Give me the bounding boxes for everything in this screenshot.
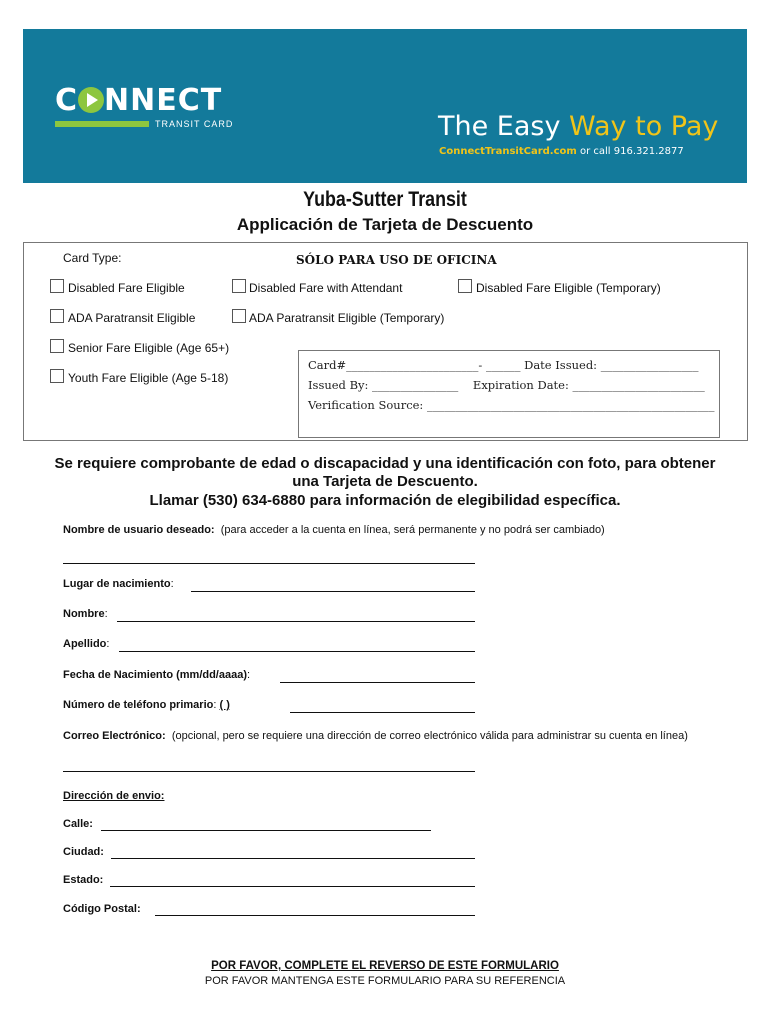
option-disabled-fare: Disabled Fare Eligible [68,281,185,295]
username-field[interactable] [63,563,475,564]
city-label: Ciudad: [63,846,104,858]
tagline-a: The Easy [438,111,570,142]
logo-subtitle: TRANSIT CARD [155,119,234,129]
tagline [438,111,718,142]
connect-logo [55,83,255,129]
play-icon [78,87,104,113]
checkbox-disabled-fare[interactable] [50,279,64,293]
phone-label: Número de teléfono primario: ( ) [63,699,230,711]
dob-label: Fecha de Nacimiento (mm/dd/aaaa): [63,669,251,681]
page-subtitle: Applicación de Tarjeta de Descuento [236,215,534,234]
option-disabled-temporary: Disabled Fare Eligible (Temporary) [476,281,661,295]
birthplace-label: Lugar de nacimiento: [63,578,174,590]
footer-complete-reverse: POR FAVOR, COMPLETE EL REVERSO DE ESTE FORMULARIO [211,960,559,972]
office-use-header: SÓLO PARA USO DE OFICINA [296,253,497,267]
dob-field[interactable] [280,682,475,683]
office-line-issued: Issued By: _______________ Expiration Date: _______________________ [308,378,705,392]
option-disabled-attendant: Disabled Fare with Attendant [249,281,403,295]
checkbox-ada[interactable] [50,309,64,323]
option-senior: Senior Fare Eligible (Age 65+) [68,341,230,355]
phone-area-code: ( ) [219,699,230,711]
page-title: Yuba-Sutter Transit [303,188,467,211]
option-ada-temporary: ADA Paratransit Eligible (Temporary) [249,311,445,325]
email-field[interactable] [63,771,475,772]
zip-label: Código Postal: [63,903,141,915]
option-youth: Youth Fare Eligible (Age 5-18) [68,371,229,385]
tagline-contact [439,146,684,157]
tagline-b: Way to Pay [569,111,719,142]
state-label: Estado: [63,874,104,886]
checkbox-ada-temporary[interactable] [232,309,246,323]
tagline-phone: or call 916.321.2877 [576,146,684,157]
birthplace-field[interactable] [191,591,475,592]
last-name-label: Apellido: [63,638,110,650]
street-label: Calle: [63,818,93,830]
email-note: (opcional, pero se requiere una dirección de correo electrónico válida para administrar su cuenta en línea) [171,730,688,742]
logo-green-bar [55,121,149,127]
address-header: Dirección de envio: [63,790,165,802]
email-label: Correo Electrónico: (opcional, pero se requiere una dirección de correo electrónico válida para administrar su cuenta en línea) [63,730,688,742]
last-name-field[interactable] [119,651,475,652]
street-field[interactable] [101,830,431,831]
state-field[interactable] [110,886,475,887]
city-field[interactable] [111,858,475,859]
first-name-field[interactable] [117,621,475,622]
username-label: Nombre de usuario deseado: (para acceder a la cuenta en línea, será permanente y no podrá ser cambiado) [63,524,605,536]
notice-line-1: Se requiere comprobante de edad o discapacidad y una identificación con foto, para obtener [54,455,716,472]
footer-keep-form: POR FAVOR MANTENGA ESTE FORMULARIO PARA SU REFERENCIA [204,975,566,987]
tagline-url: ConnectTransitCard.com [439,146,577,157]
office-line-card: Card#_______________________- ______ Date Issued: _________________ [308,358,699,372]
phone-field[interactable] [290,712,475,713]
checkbox-disabled-temporary[interactable] [458,279,472,293]
checkbox-youth[interactable] [50,369,64,383]
card-type-label: Card Type: [63,251,122,265]
zip-field[interactable] [155,915,475,916]
username-note: (para acceder a la cuenta en línea, será permanente y no podrá ser cambiado) [220,524,605,536]
office-line-verification: Verification Source: __________________________________________________ [308,398,715,412]
notice-line-3: Llamar (530) 634-6880 para información de elegibilidad específica. [149,492,621,509]
logo-wordmark: C NNECT [55,83,223,118]
checkbox-senior[interactable] [50,339,64,353]
checkbox-disabled-attendant[interactable] [232,279,246,293]
office-use-box [298,350,720,438]
first-name-label: Nombre: [63,608,108,620]
option-ada: ADA Paratransit Eligible [68,311,196,325]
notice-line-2: una Tarjeta de Descuento. [292,473,478,490]
